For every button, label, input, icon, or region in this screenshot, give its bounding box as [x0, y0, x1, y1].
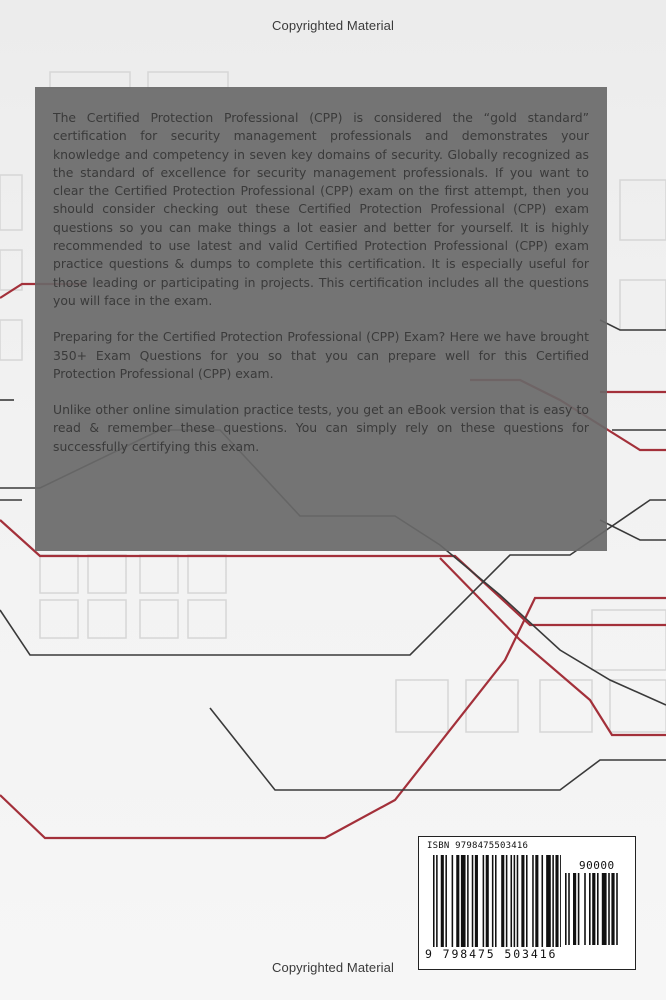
isbn-digits: 9 798475 503416: [425, 947, 558, 961]
description-paragraph-1: The Certified Protection Professional (CPP) is considered the “gold standard” certification for security management professionals and demonstrates your knowledge and competency in seven key domains of security. Globally recognized as the standard of excellence for security management professionals. If you want to clear the Certified Protection Professional (CPP) exam on the first attempt, then you should consider checking out these Certified Protection Professional (CPP) exam questions so you can make things a lot easier and better for yourself. It is highly recommended to use latest and valid Certified Protection Professional (CPP) exam practice questions & dumps to complete this certification. It is especially useful for those leading or participating in projects. This certification includes all the questions you will face in the exam.: [53, 110, 589, 308]
price-code: 90000: [579, 859, 615, 872]
isbn-label: ISBN 9798475503416: [427, 841, 529, 851]
barcode-bars: [433, 855, 561, 947]
copyright-watermark-top: Copyrighted Material: [272, 18, 394, 33]
price-barcode-bars: [565, 873, 623, 945]
isbn-barcode: [418, 836, 636, 970]
description-paragraph-2: Preparing for the Certified Protection Professional (CPP) Exam? Here we have brought 350+ Exam Questions for you so that you can prepare well for this Certified Protection Professional (CPP) exam.: [53, 329, 589, 381]
description-paragraph-3: Unlike other online simulation practice tests, you get an eBook version that is easy to read & remember these questions. You can simply rely on these questions for successfully certifying this exam.: [53, 402, 589, 454]
copyright-watermark-bottom: Copyrighted Material: [272, 960, 394, 975]
description-panel: [35, 87, 607, 551]
